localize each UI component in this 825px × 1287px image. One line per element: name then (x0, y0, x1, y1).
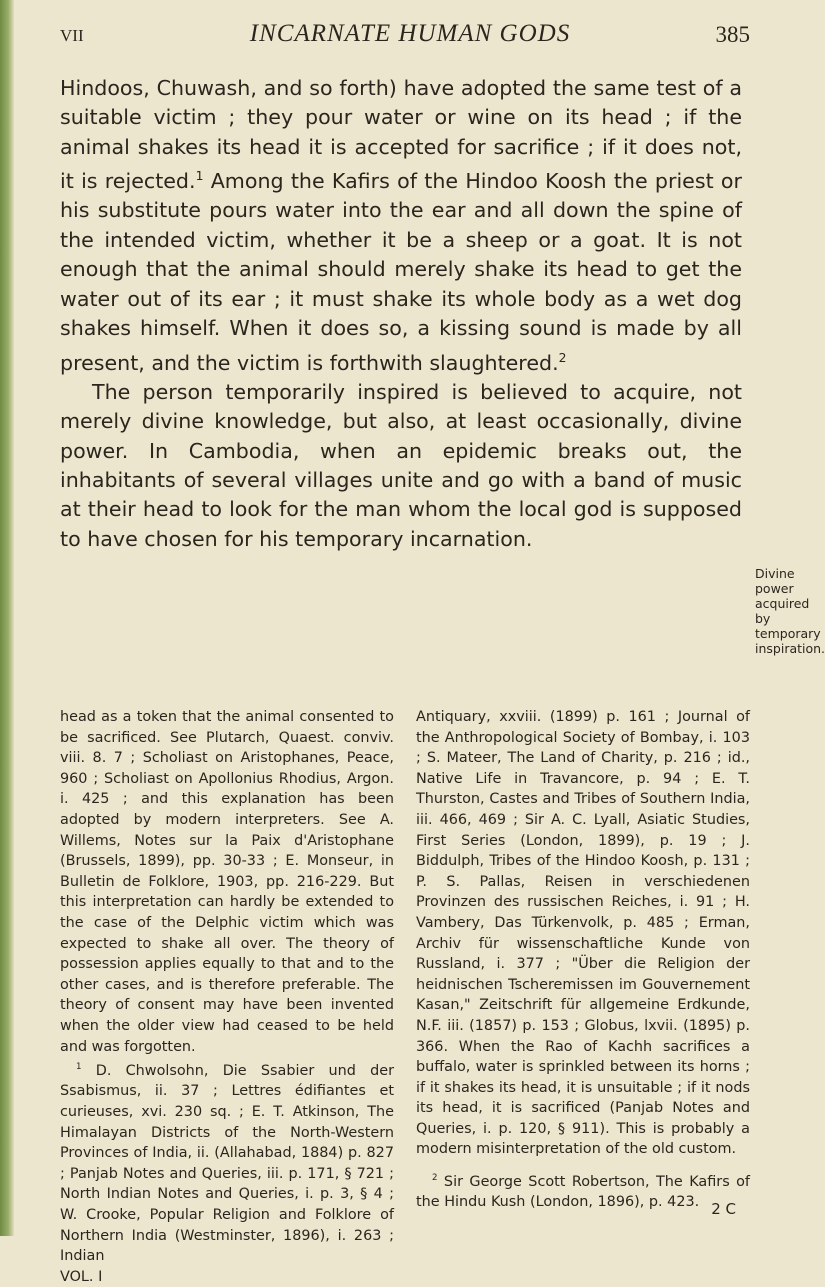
chapter-number: VII (60, 26, 84, 45)
footnote-continued: head as a token that the animal consented to be sacrificed. See Plutarch, Quaest. conviv. viii. 8. 7 ; Scholiast on Aristophanes, Peace, 960 ; Scholiast on Apollonius Rhodius, Argon. i. 425 ; and this explanation has been adopted by modern interpreters. See A. Willems, Notes sur la Paix d'Aristophane (Brussels, 1899), pp. 30-33 ; E. Monseur, in Bulletin de Folklore, 1903, pp. 216-229. But this interpretation can hardly be extended to the case of the Delphic victim which was expected to shake all over. The theory of possession applies equally to that and to the other cases, and is therefore preferable. The theory of consent may have been invented when the older view had ceased to be held and was forgotten. (60, 709, 394, 1055)
paragraph-1 (60, 74, 742, 378)
main-text (60, 74, 742, 554)
signature-vol: VOL. I (60, 1268, 103, 1285)
paragraph-2: The person temporarily inspired is believed to acquire, not merely divine knowledge, but also, at least occasionally, divine power. In Cambodia, when an epidemic breaks out, the inhabitants of several villages unite and go with a band of music at their head to look for the man whom the local god is supposed to have chosen for his temporary incarnation. (60, 379, 742, 551)
paragraph-1-text-cont: Among the Kafirs of the Hindoo Koosh the priest or his substitute pours water into the ear and all down the spine of the intended victim, whether it be a sheep or a goat. It is not enough that the animal should merely shake its head to get the water out of its ear ; it must shake its whole body as a wet dog shakes himself. When it does so, a kissing sound is made by all present, and the victim is forthwith slaughtered. (60, 169, 742, 375)
footnote-column-left (60, 707, 394, 1287)
footnote-2 (416, 1168, 750, 1213)
marginal-note: Divine power acquired by temporary inspiration. (755, 566, 825, 656)
footnotes (60, 707, 750, 1285)
footnote-1-continued: Antiquary, xxviii. (1899) p. 161 ; Journal of the Anthropological Society of Bombay, i. 103 ; S. Mateer, The Land of Charity, p. 216 ; id., Native Life in Travancore, p. 94 ; E. T. Thurston, Castes and Tribes of Southern India, iii. 466, 469 ; Sir A. C. Lyall, Asiatic Studies, First Series (London, 1899), p. 19 ; J. Biddulph, Tribes of the Hindoo Koosh, p. 131 ; P. S. Pallas, Reisen in verschiedenen Provinzen des russischen Reiches, i. 91 ; H. Vambery, Das Türkenvolk, p. 485 ; Erman, Archiv für wissenschaftliche Kunde von Russland, i. 377 ; "Über die Religion der heidnischen Tscheremissen im Gouvernement Kasan," Zeitschrift für allgemeine Erdkunde, N.F. iii. (1857) p. 153 ; Globus, lxvii. (1895) p. 366. When the Rao of Kachh sacrifices a buffalo, water is sprinkled between its horns ; if it shakes its head, it is unsuitable ; if it nods its head, it is sacrificed (Panjab Notes and Queries, i. p. 120, § 911). This is probably a modern misinterpretation of the old custom. (416, 709, 750, 1158)
footnote-ref-2[interactable]: 2 (558, 350, 567, 365)
footnote-1 (60, 1057, 394, 1267)
running-title: INCARNATE HUMAN GODS (249, 20, 571, 47)
footnote-column-right (416, 707, 750, 1213)
paragraph-1-text: Hindoos, Chuwash, and so forth) have adopted the same test of a suitable victim ; they pour water or wine on its head ; if the animal shakes its head it is accepted for sacrifice ; if it does not, it is rejected. (60, 76, 742, 194)
page-edge (0, 0, 14, 1236)
footnote-2-number: 2 (432, 1173, 438, 1184)
footnote-ref-1[interactable]: 1 (195, 169, 204, 184)
signature-mark: 2 C (711, 1200, 736, 1218)
running-header (60, 20, 750, 50)
footnote-2-text: Sir George Scott Robertson, The Kafirs of the Hindu Kush (London, 1896), p. 423. (416, 1173, 750, 1211)
page-number: 385 (715, 22, 750, 47)
footnote-1-number: 1 (76, 1062, 82, 1073)
footnote-1-text: D. Chwolsohn, Die Ssabier und der Ssabismus, ii. 37 ; Lettres édifiantes et curieuses, xvi. 230 sq. ; E. T. Atkinson, The Himalayan Districts of the North-Western Provinces of India, ii. (Allahabad, 1884) p. 827 ; Panjab Notes and Queries, iii. p. 171, § 721 ; North Indian Notes and Queries, i. p. 3, § 4 ; W. Crooke, Popular Religion and Folklore of Northern India (Westminster, 1896), i. 263 ; Indian (60, 1062, 394, 1265)
